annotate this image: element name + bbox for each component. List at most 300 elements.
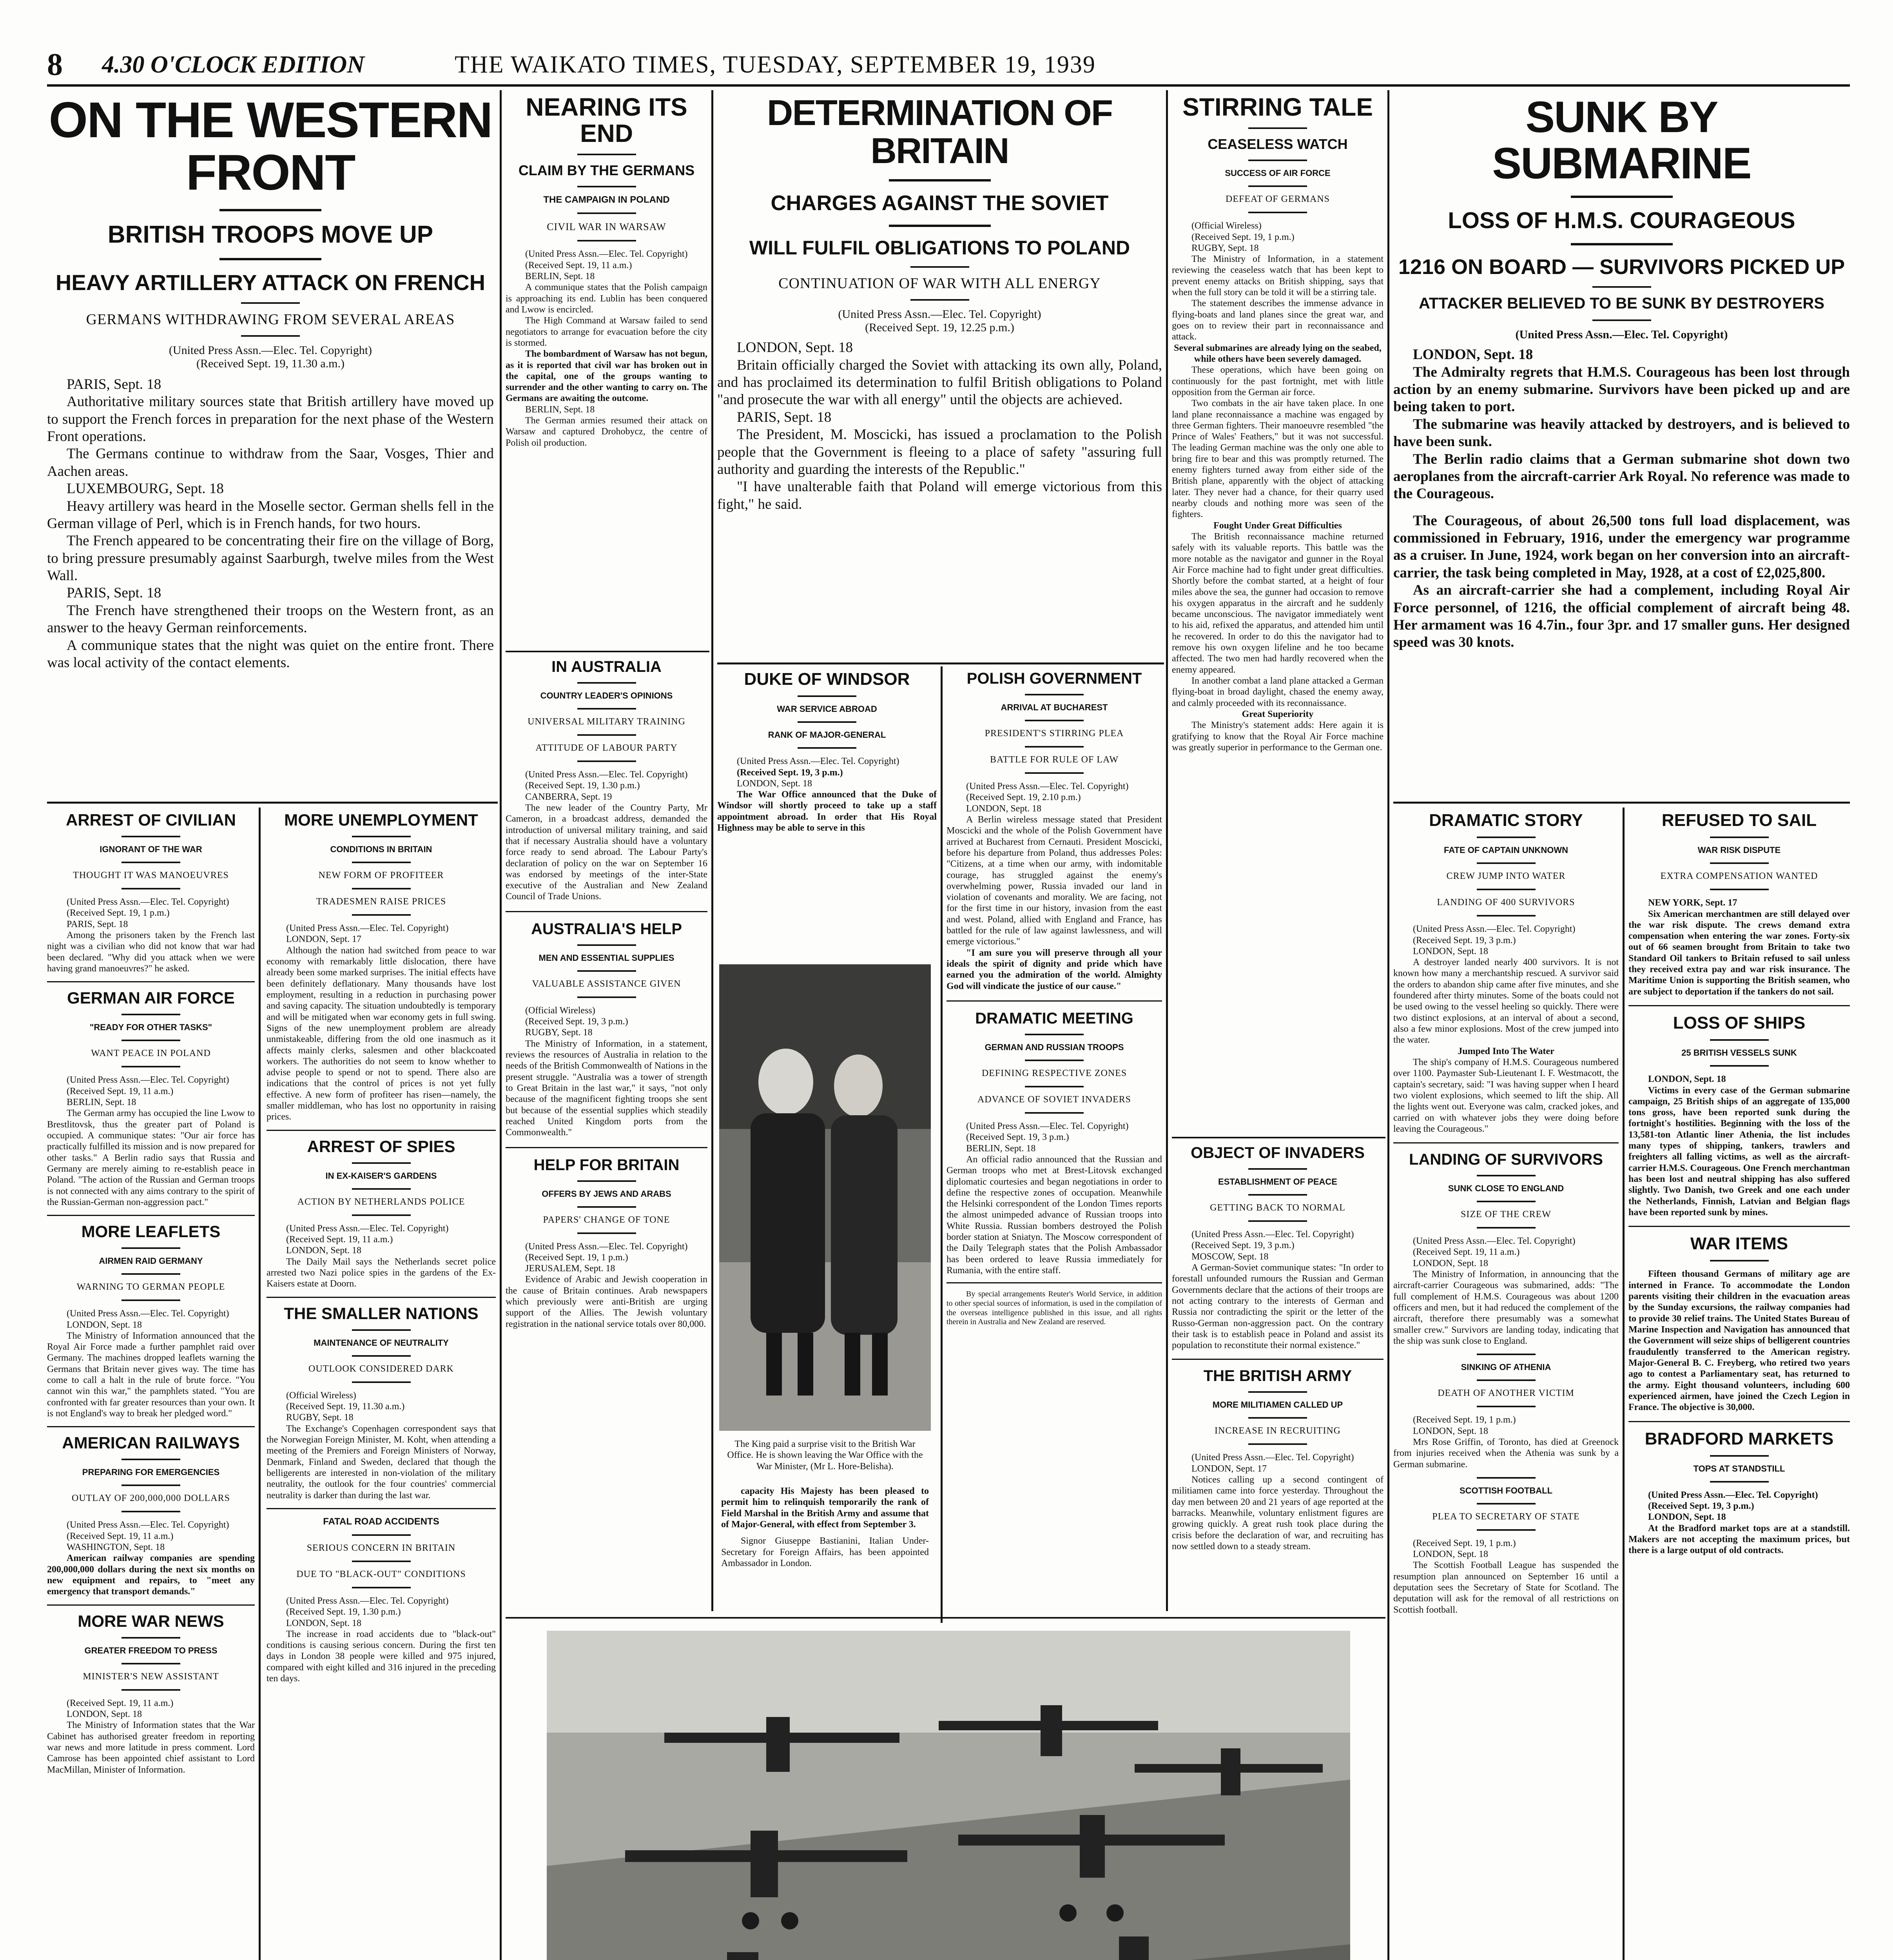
divider bbox=[352, 1561, 411, 1562]
section-rule bbox=[47, 1215, 255, 1216]
subheadline: THE CAMPAIGN IN POLAND bbox=[543, 194, 670, 205]
headline: HELP FOR BRITAIN bbox=[533, 1156, 680, 1174]
section-rule bbox=[267, 1508, 496, 1509]
column-invaders bbox=[1172, 1145, 1383, 1611]
article-western-front bbox=[47, 94, 494, 800]
divider bbox=[577, 708, 636, 710]
divider bbox=[1025, 1060, 1084, 1061]
column-2 bbox=[267, 811, 496, 1960]
divider bbox=[798, 721, 856, 723]
subheadline: CONDITIONS IN BRITAIN bbox=[330, 844, 432, 855]
subheadline: RANK OF MAJOR-GENERAL bbox=[768, 730, 886, 740]
dateline: LONDON, Sept. 18 bbox=[966, 803, 1041, 814]
paragraph: A communique states that the Polish campaign is approaching its end. Lublin has been conquered and Lwow is encircled. bbox=[506, 282, 707, 315]
paragraph: Mrs Rose Griffin, of Toronto, has died at Greenock from injuries received when the Athenia was sunk by a German submarine. bbox=[1393, 1437, 1619, 1470]
divider bbox=[121, 1459, 180, 1460]
deck: ATTACKER BELIEVED TO BE SUNK BY DESTROYERS bbox=[1419, 295, 1824, 312]
column-rule bbox=[259, 808, 261, 1960]
divider bbox=[241, 335, 300, 337]
paragraph: "I have unalterable faith that Poland will emerge victorious from this fight," he said. bbox=[717, 479, 1162, 512]
deck: CREW JUMP INTO WATER bbox=[1446, 871, 1566, 882]
credit: (United Press Assn.—Elec. Tel. Copyright) bbox=[67, 1075, 229, 1085]
divider bbox=[121, 1689, 180, 1691]
subheadline: COUNTRY LEADER'S OPINIONS bbox=[540, 691, 673, 701]
subheadline: SUNK CLOSE TO ENGLAND bbox=[1448, 1183, 1564, 1194]
dateline: BERLIN, Sept. 18 bbox=[525, 404, 595, 415]
dateline: LONDON, Sept. 18 bbox=[1413, 946, 1488, 956]
divider bbox=[352, 1587, 411, 1588]
divider bbox=[1248, 1417, 1307, 1419]
received: (Received Sept. 19, 1 p.m.) bbox=[1413, 1538, 1516, 1548]
deck: WANT PEACE IN POLAND bbox=[91, 1048, 211, 1059]
received: (Received Sept. 19, 1.30 p.m.) bbox=[286, 1607, 401, 1617]
divider bbox=[352, 1214, 411, 1216]
paragraph: Although the nation had switched from peace to war economy with remarkably little dislocation, there have already been some marked surprises. The initial effects have been definitely deflationary. Many thousands have lost employment, resulting in a reduction in purchasing power and saving capacity. The situation undoubtedly is temporary and will be mitigated when war economy gets in full swing. Signs of the new unemployment problem are already unmistakeable, differing from the old one inasmuch as it affects mainly clerks, salesmen and other blackcoated workers. The authorities do not seem to know whether to advise people to spend or not to spend. There also are indications that the control of prices is not yet fully effective. A new form of profiteer has risen—namely, the smaller middleman, who has lost no opportunity in raising prices. bbox=[267, 945, 496, 1122]
divider bbox=[1477, 915, 1536, 916]
paragraph: At the Bradford market tops are at a standstill. Makers are not accepting the maximum prices, but there is a large output of old contracts. bbox=[1628, 1523, 1850, 1556]
headline: THE BRITISH ARMY bbox=[1203, 1367, 1352, 1385]
dateline: LONDON, Sept. 18 bbox=[1413, 1426, 1488, 1436]
paragraph: The War Office announced that the Duke of Windsor will shortly proceed to take up a staff appointment abroad. In order that His Royal Highness may be able to serve in this bbox=[717, 789, 937, 833]
dateline: WASHINGTON, Sept. 18 bbox=[67, 1542, 165, 1553]
headline: BRADFORD MARKETS bbox=[1645, 1429, 1834, 1448]
credit: (United Press Assn.—Elec. Tel. Copyright) bbox=[67, 897, 229, 907]
divider bbox=[1571, 243, 1673, 245]
divider bbox=[577, 240, 636, 241]
divider bbox=[1477, 1201, 1536, 1202]
paragraph: The Ministry of Information, in a statement, reviews the resources of Australia in relation to the needs of the British Commonwealth of Nations in the present struggle. "Australia was a tower of strength to Great Britain in the last war," it says, "not only because of the magnificent fighting troops she sent but because of the essential supplies which steadily reached United Kingdom ports from the Commonwealth." bbox=[506, 1038, 707, 1138]
dateline: RUGBY, Sept. 18 bbox=[525, 1027, 593, 1038]
deck: ADVANCE OF SOVIET INVADERS bbox=[977, 1094, 1131, 1105]
received: (Received Sept. 19, 11 a.m.) bbox=[67, 1531, 174, 1541]
paragraph: A Berlin wireless message stated that President Moscicki and the whole of the Polish Government have arrived at Bucharest from Cernauti. President Moscicki, before his departure from Poland, thus addresses Poles: "Citizens, at a time when our army, with indomitable courage, has struggled against the enemy's overwhelming power, Russia invaded our land in violation of covenants and morality. We are facing, not for the first time in our history, invasion from the east and west. Poland, allied with England and France, has battled for the rule of law against lawlessness, and will emerge victorious." bbox=[946, 814, 1162, 947]
paragraph: The President, M. Moscicki, has issued a proclamation to the Polish people that the Government is fleeing to a place of safety "assuring full authority and guarding the interests of the Republic." bbox=[717, 426, 1162, 477]
paragraph: The new leader of the Country Party, Mr Cameron, in a broadcast address, demanded the introduction of universal military training, and said that if necessary Australia should have a voluntary force ready to send abroad. The Labour Party's declaration of policy on the war on September 16 was endorsed by meetings of the inter-State executive of the Australian and New Zealand Council of Trade Unions. bbox=[506, 802, 707, 902]
deck: DUE TO "BLACK-OUT" CONDITIONS bbox=[296, 1569, 466, 1579]
divider bbox=[577, 186, 636, 187]
section-rule bbox=[717, 662, 1164, 664]
divider bbox=[1477, 1227, 1536, 1229]
headline: OBJECT OF INVADERS bbox=[1191, 1145, 1365, 1161]
credit: (Official Wireless) bbox=[286, 1390, 356, 1401]
deck: EXTRA COMPENSATION WANTED bbox=[1660, 871, 1818, 882]
paragraph: The Courageous, of about 26,500 tons full load displacement, was commissioned in February, 1916, under the emergency war programme as a cruiser. In June, 1924, work began on her conversion into an aircraft-carrier, the task being completed in May, 1928, at a cost of £2,025,800. bbox=[1393, 512, 1850, 581]
deck: DEFEAT OF GERMANS bbox=[1226, 194, 1330, 205]
section-rule bbox=[1628, 1421, 1850, 1422]
dateline: CANBERRA, Sept. 19 bbox=[525, 791, 612, 802]
headline: REFUSED TO SAIL bbox=[1661, 811, 1817, 830]
credit: (United Press Assn.—Elec. Tel. Copyright) bbox=[286, 1223, 449, 1234]
masthead-rule bbox=[47, 84, 1850, 87]
paragraph: Fifteen thousand Germans of military age are interned in France. To accommodate the London parents visiting their children in the evacuation areas by the Sunday excursions, the railway companies had to provide 30 relief trains. The United States Bureau of Marine Inspection and Navigation has announced that the Government will seize ships of belligerent countries fraudulently transferred to the American registry. Major-General B. C. Freyberg, who retired two years ago to contest a Parliamentary seat, has returned to the army. Eight thousand volunteers, including 600 experienced airmen, have joined the Czech Legion in France. The objective is 30,000. bbox=[1628, 1269, 1850, 1413]
deck: INCREASE IN RECRUITING bbox=[1215, 1426, 1341, 1436]
divider bbox=[219, 209, 321, 211]
headline: NEARING ITS END bbox=[526, 94, 687, 148]
headline: STIRRING TALE bbox=[1182, 94, 1373, 121]
divider bbox=[121, 1637, 180, 1639]
divider bbox=[352, 914, 411, 916]
received: (Received Sept. 19, 11 a.m.) bbox=[525, 260, 632, 270]
divider bbox=[352, 1329, 411, 1331]
paragraph: Evidence of Arabic and Jewish cooperation in the cause of Britain continues. Arab newspapers which previously were anti-British are urging support of the Allies. The Jewish voluntary registration in the national service totals over 80,000. bbox=[506, 1274, 707, 1329]
deck: MINISTER'S NEW ASSISTANT bbox=[83, 1671, 219, 1682]
headline: DUKE OF WINDSOR bbox=[744, 670, 910, 689]
divider bbox=[577, 1232, 636, 1234]
paragraph: Notices calling up a second contingent of militiamen came into force yesterday. Throughout the day men between 20 and 21 years of age reported at the barracks. Meanwhile, voluntary enlistment figures are growing quickly. A great rush took place during the crisis before the declaration of war, and recruiting has now settled down to a steady stream. bbox=[1172, 1475, 1383, 1552]
paragraph: The British reconnaissance machine returned safely with its valuable reports. This battle was the more notable as the navigator and gunner in the Royal Air Force machine had to fight under great difficulties. Shortly before the combat started, at a height of four miles above the sea, the gunner had occasion to remove his oxygen apparatus in the aircraft and he suddenly became unconscious. The navigator immediately went to his aid, refixed the apparatus, and attended him until he recovered. In order to do this the navigator had to remove his own oxygen lifeline and he too became affected. The two men had hardly recovered when the enemy appeared. bbox=[1172, 531, 1383, 675]
dateline: PARIS, Sept. 18 bbox=[67, 376, 161, 392]
received: (Received Sept. 19, 3 p.m.) bbox=[737, 767, 843, 778]
divider bbox=[1477, 1406, 1536, 1407]
paper-title: THE WAIKATO TIMES, TUESDAY, SEPTEMBER 19, 1939 bbox=[455, 51, 1096, 78]
column-rule bbox=[1166, 90, 1168, 1611]
subheadline: CLAIM BY THE GERMANS bbox=[518, 162, 695, 179]
credit: (United Press Assn.—Elec. Tel. Copyright) bbox=[67, 1520, 229, 1530]
received: (Received Sept. 19, 2.10 p.m.) bbox=[966, 792, 1081, 803]
subheadline: WAR RISK DISPUTE bbox=[1697, 845, 1781, 855]
paragraph: The Daily Mail says the Netherlands secret police arrested two Nazi police spies in the gardens of the Ex-Kaisers estate at Doorn. bbox=[267, 1256, 496, 1289]
divider bbox=[121, 1511, 180, 1512]
divider bbox=[1477, 1354, 1536, 1355]
headline: WAR ITEMS bbox=[1690, 1234, 1788, 1254]
section-rule bbox=[1393, 802, 1850, 804]
received: (Received Sept. 19, 11 a.m.) bbox=[1413, 1247, 1520, 1258]
headline: IN AUSTRALIA bbox=[551, 659, 662, 675]
deck: PRESIDENT'S STIRRING PLEA bbox=[985, 728, 1124, 739]
headline: SCOTTISH FOOTBALL bbox=[1459, 1485, 1553, 1495]
paragraph: The bombardment of Warsaw has not begun, as it is reported that civil war has broken out in the capital, one of the groups wanting to surrender and the other wanting to carry on. The Germans are awaiting the outcome. bbox=[506, 349, 707, 404]
deck: UNIVERSAL MILITARY TRAINING bbox=[528, 717, 685, 727]
dateline: MOSCOW, Sept. 18 bbox=[1191, 1251, 1269, 1262]
received: (Received Sept. 19, 12.25 p.m.) bbox=[865, 321, 1014, 334]
received: (Received Sept. 19, 3 p.m.) bbox=[966, 1132, 1069, 1143]
headline: SINKING OF ATHENIA bbox=[1461, 1362, 1551, 1372]
divider bbox=[1710, 862, 1769, 864]
subheadline: SUCCESS OF AIR FORCE bbox=[1225, 168, 1331, 178]
deck: TRADESMEN RAISE PRICES bbox=[316, 897, 446, 907]
paragraph: Signor Giuseppe Bastianini, Italian Under-Secretary for Foreign Affairs, has been appointed Ambassador in London. bbox=[721, 1536, 929, 1568]
subheadline: MEN AND ESSENTIAL SUPPLIES bbox=[539, 953, 675, 963]
paragraph: A German-Soviet communique states: "In order to forestall unfounded rumours the Russian and German Governments declare that the actions of their troops are not acting contrary to the interests of German and Russia nor contradicting the spirit or the letter of the Russo-German non-aggression pact. On the contrary their task is to establish peace in Poland and assist its population to reconstitute their normal existence." bbox=[1172, 1262, 1383, 1351]
credit: (United Press Assn.—Elec. Tel. Copyright) bbox=[966, 1121, 1129, 1131]
dateline: LONDON, Sept. 18 bbox=[286, 1245, 361, 1256]
dateline: LONDON, Sept. 18 bbox=[286, 1618, 361, 1628]
deck: PAPERS' CHANGE OF TONE bbox=[543, 1214, 670, 1225]
divider bbox=[1710, 1065, 1769, 1067]
divider bbox=[1710, 1455, 1769, 1457]
received: (Received Sept. 19, 1 p.m.) bbox=[1413, 1415, 1516, 1425]
subheadline: ARRIVAL AT BUCHAREST bbox=[1001, 702, 1108, 712]
credit: (United Press Assn.—Elec. Tel. Copyright) bbox=[1191, 1229, 1354, 1240]
section-rule bbox=[506, 1147, 707, 1148]
section-rule bbox=[506, 911, 707, 912]
dateline: BERLIN, Sept. 18 bbox=[67, 1097, 136, 1107]
dateline: RUGBY, Sept. 18 bbox=[286, 1412, 354, 1423]
divider bbox=[1592, 286, 1651, 288]
subheadline: GERMAN AND RUSSIAN TROOPS bbox=[985, 1042, 1124, 1052]
section-rule bbox=[1172, 1137, 1385, 1138]
subheadline: WAR SERVICE ABROAD bbox=[777, 704, 877, 714]
dateline: LONDON, Sept. 18 bbox=[1648, 1074, 1726, 1085]
subheadline: WILL FULFIL OBLIGATIONS TO POLAND bbox=[749, 237, 1130, 259]
section-rule bbox=[506, 1617, 1385, 1619]
paragraph: A communique states that the night was quiet on the entire front. There was local activity of the contact elements. bbox=[47, 637, 494, 671]
received: (Received Sept. 19, 11 a.m.) bbox=[67, 1698, 174, 1708]
paragraph: Authoritative military sources state that British artillery have moved up to support the French forces in preparation for the next phase of the Western Front operations. bbox=[47, 394, 494, 445]
credit: (United Press Assn.—Elec. Tel. Copyright) bbox=[525, 1241, 688, 1252]
section-rule bbox=[47, 1604, 255, 1606]
section-rule bbox=[47, 1426, 255, 1427]
received: (Received Sept. 19, 11 a.m.) bbox=[286, 1234, 393, 1245]
divider bbox=[1025, 694, 1084, 695]
divider bbox=[1025, 720, 1084, 721]
divider bbox=[1025, 1034, 1084, 1035]
headline: LANDING OF SURVIVORS bbox=[1409, 1151, 1603, 1169]
headline: THE SMALLER NATIONS bbox=[284, 1304, 479, 1323]
photo-image bbox=[547, 1631, 1350, 1960]
subheadline: GREATER FREEDOM TO PRESS bbox=[84, 1645, 218, 1655]
subheadline: "READY FOR OTHER TASKS" bbox=[89, 1022, 212, 1033]
deck: ACTION BY NETHERLANDS POLICE bbox=[297, 1196, 465, 1207]
headline: MORE WAR NEWS bbox=[78, 1612, 224, 1630]
headline: POLISH GOVERNMENT bbox=[966, 670, 1142, 687]
paragraph: The Ministry of Information, in a statement reviewing the ceaseless watch that has been kept to prevent enemy attacks on British shipping, says that when the full story can be told it will be a stirring tale. bbox=[1172, 254, 1383, 298]
divider bbox=[1571, 196, 1673, 198]
deck: SERIOUS CONCERN IN BRITAIN bbox=[306, 1543, 456, 1553]
paragraph: Among the prisoners taken by the French last night was a civilian who did not know that war had been declared. "Why did you attack when we were having grand manoeuvres?" he asked. bbox=[47, 930, 255, 974]
credit: (United Press Assn.—Elec. Tel. Copyright) bbox=[737, 756, 899, 767]
column-rule bbox=[711, 90, 713, 1611]
divider bbox=[577, 996, 636, 998]
divider bbox=[121, 888, 180, 889]
subheadline: FATE OF CAPTAIN UNKNOWN bbox=[1444, 845, 1568, 855]
divider bbox=[1248, 1391, 1307, 1393]
paragraph: The ship's company of H.M.S. Courageous numbered over 1100. Paymaster Sub-Lieutenant I. F. Westmacott, the captain's secretary, said: "I was having supper when I heard two violent explosions, which seemed to lift the ship. All the lights went out. Everyone was calm, cracked jokes, and carried on with whatever jobs they were doing before leaving the Courageous." bbox=[1393, 1057, 1619, 1134]
paragraph: The statement describes the immense advance in flying-boats and land planes since the great war, and goes on to review their part in reconnaissance and attack. bbox=[1172, 298, 1383, 342]
paragraph: The increase in road accidents due to "black-out" conditions is causing serious concern. During the first ten days in London 38 people were killed and 975 injured, compared with eight killed and 316 injured in the preceding ten days. bbox=[267, 1629, 496, 1684]
article-stirring-tale bbox=[1172, 94, 1383, 1129]
photo-planes-courageous bbox=[547, 1631, 1350, 1960]
credit: (United Press Assn.—Elec. Tel. Copyright) bbox=[286, 923, 449, 934]
subheadline: IN EX-KAISER'S GARDENS bbox=[325, 1171, 437, 1181]
deck: GERMANS WITHDRAWING FROM SEVERAL AREAS bbox=[86, 311, 455, 328]
divider bbox=[1248, 1220, 1307, 1222]
column-rule bbox=[941, 666, 943, 1623]
divider bbox=[241, 302, 300, 304]
dateline: LONDON, Sept. 18 bbox=[67, 1709, 142, 1720]
divider bbox=[352, 836, 411, 837]
paragraph: Several submarines are already lying on the seabed, while others have been severely damaged. bbox=[1174, 343, 1382, 364]
dateline: LONDON, Sept. 18 bbox=[737, 778, 812, 789]
section-rule bbox=[267, 1297, 496, 1298]
subheadline: CHARGES AGAINST THE SOVIET bbox=[771, 191, 1109, 215]
paragraph: The French appeared to be concentrating their fire on the village of Borg, to bring pressure presumably against Saarburgh, twelve miles from the West Wall. bbox=[47, 533, 494, 584]
photo-image bbox=[719, 964, 931, 1431]
divider bbox=[1710, 1039, 1769, 1041]
section-rule bbox=[946, 1282, 1162, 1283]
credit: (United Press Assn.—Elec. Tel. Copyright) bbox=[525, 249, 688, 260]
column-dramatic-story bbox=[1393, 811, 1619, 1960]
paragraph: Six American merchantmen are still delayed over the war risk dispute. The crews demand extra compensation when entering the war zones. Forty-six out of 66 seamen brought from Britain to take two Standard Oil tankers to Britain refused to sail unless they received extra pay and war risk insurance. The Maritime Union is supporting the British seamen, who are subject to deportation if the tankers do not sail. bbox=[1628, 909, 1850, 997]
page-number: 8 bbox=[47, 47, 63, 82]
headline: FATAL ROAD ACCIDENTS bbox=[323, 1516, 439, 1527]
subheadline: TOPS AT STANDSTILL bbox=[1693, 1463, 1785, 1474]
paragraph: The Admiralty regrets that H.M.S. Courageous has been lost through action by an enemy submarine. Survivors have been picked up and are being taken to port. bbox=[1393, 364, 1850, 415]
dateline: LONDON, Sept. 18 bbox=[1413, 1549, 1488, 1560]
divider bbox=[1477, 1529, 1536, 1531]
divider bbox=[577, 734, 636, 736]
paragraph: The Germans continue to withdraw from the Saar, Vosges, Thier and Aachen areas. bbox=[47, 446, 494, 479]
paragraph: The Scottish Football League has suspended the resumption plan announced on September 16 until a deputation sees the Secretary of State for Scotland. The deputation will ask for the removal of all restrictions on Scottish football. bbox=[1393, 1560, 1619, 1615]
credit: (United Press Assn.—Elec. Tel. Copyright) bbox=[169, 343, 372, 357]
divider bbox=[577, 154, 636, 155]
dateline: LONDON, Sept. 18 bbox=[1648, 1512, 1726, 1523]
divider bbox=[121, 1040, 180, 1041]
subheadline: AIRMEN RAID GERMANY bbox=[99, 1256, 203, 1266]
divider bbox=[352, 1188, 411, 1190]
dateline: NEW YORK, Sept. 17 bbox=[1648, 898, 1737, 908]
divider bbox=[1710, 1260, 1769, 1261]
divider bbox=[121, 862, 180, 863]
paragraph: In another combat a land plane attacked a German flying-boat in broad daylight, chased the enemy away, and calmly proceeded with its reconnaissance. bbox=[1172, 676, 1383, 708]
divider bbox=[577, 970, 636, 972]
paragraph: The High Command at Warsaw failed to send negotiators to arrange for evacuation before the city is stormed. bbox=[506, 316, 707, 348]
divider bbox=[121, 1247, 180, 1249]
divider bbox=[577, 212, 636, 214]
dateline: BERLIN, Sept. 18 bbox=[525, 271, 595, 281]
headline: ARREST OF CIVILIAN bbox=[65, 811, 236, 829]
divider bbox=[577, 682, 636, 684]
section-rule bbox=[47, 981, 255, 982]
subhead: Great Superiority bbox=[1242, 709, 1314, 719]
dateline: RUGBY, Sept. 18 bbox=[1191, 243, 1259, 253]
divider bbox=[1248, 1194, 1307, 1196]
divider bbox=[910, 266, 969, 268]
dateline: JERUSALEM, Sept. 18 bbox=[525, 1263, 615, 1274]
deck: DEATH OF ANOTHER VICTIM bbox=[1438, 1388, 1574, 1399]
received: (Received Sept. 19, 3 p.m.) bbox=[1648, 1501, 1754, 1511]
paragraph: Heavy artillery was heard in the Moselle sector. German shells fell in the German village of Perl, which is in French hands, for two hours. bbox=[47, 498, 494, 532]
dateline: LONDON, Sept. 18 bbox=[1413, 1258, 1488, 1269]
divider bbox=[577, 760, 636, 762]
dateline: LUXEMBOURG, Sept. 18 bbox=[67, 481, 224, 497]
deck: THOUGHT IT WAS MANOEUVRES bbox=[73, 870, 229, 881]
paragraph: The Ministry of Information, in announcing that the aircraft-carrier Courageous was submarined, adds: "The full complement of H.M.S. Courageous was about 1200 officers and men, but it had reduced the complement of the aircraft, therefore there presumably was a somewhat smaller crew." Survivors are landing today, indicating that the ship was sunk close to England. bbox=[1393, 1269, 1619, 1346]
photo-king-war-office bbox=[719, 964, 931, 1431]
headline: DETERMINATION OF BRITAIN bbox=[767, 94, 1113, 171]
paragraph: Two combats in the air have taken place. In one land plane reconnaissance a machine was engaged by three German fighters. Their manoeuvre resembled "the Prince of Wales' Feathers," but it was not successful. The leading German machine was the only one able to bring fire to bear and this was promptly returned. The enemy fighters turned away from either side of the British plane, apparently with the object of attacking later. They never had a chance, for their quarry used nearby clouds and nothing more was seen of the fighters. bbox=[1172, 398, 1383, 520]
divider bbox=[1248, 127, 1307, 129]
divider bbox=[121, 1299, 180, 1301]
section-rule bbox=[1172, 1359, 1383, 1360]
divider bbox=[1025, 772, 1084, 774]
divider bbox=[1477, 1379, 1536, 1381]
received: (Received Sept. 19, 11.30 a.m.) bbox=[286, 1401, 405, 1412]
section-rule bbox=[1628, 1005, 1850, 1006]
deck: WARNING TO GERMAN PEOPLE bbox=[76, 1282, 225, 1292]
dateline: LONDON, Sept. 17 bbox=[286, 934, 361, 945]
column-1 bbox=[47, 811, 255, 1960]
dateline: PARIS, Sept. 18 bbox=[67, 919, 128, 929]
credit: (United Press Assn.—Elec. Tel. Copyright) bbox=[1191, 1452, 1354, 1463]
paragraph: The German armies resumed their attack on Warsaw and captured Drohobycz, the centre of Polish oil production. bbox=[506, 416, 707, 448]
credit: (United Press Assn.—Elec. Tel. Copyright) bbox=[838, 308, 1041, 321]
subheadline: BRITISH TROOPS MOVE UP bbox=[107, 221, 433, 248]
divider bbox=[352, 888, 411, 889]
divider bbox=[577, 1206, 636, 1208]
paragraph: The German army has occupied the line Lwow to Brestlitovsk, thus the greater part of Poland is occupied. A communique states: "Our air force has practically fulfilled its mission and is now prepared for other tasks." A Berlin radio says that Russia and Germany are merely aiming to re-establish peace in Poland. "The action of the Russian and German troops is not connected with any aims contrary to the spirit of the Russian-German non-aggression pact." bbox=[47, 1108, 255, 1207]
subheadline: CEASELESS WATCH bbox=[1208, 136, 1348, 152]
windsor-continued bbox=[721, 1486, 929, 1611]
column-3 bbox=[506, 659, 707, 1607]
received: (Received Sept. 19, 1 p.m.) bbox=[1191, 232, 1295, 242]
subheadline: 25 BRITISH VESSELS SUNK bbox=[1681, 1048, 1797, 1058]
received: (Received Sept. 19, 1.30 p.m.) bbox=[525, 780, 640, 791]
divider bbox=[889, 225, 991, 227]
section-rule bbox=[946, 1000, 1162, 1002]
subheadline: LOSS OF H.M.S. COURAGEOUS bbox=[1448, 208, 1795, 234]
credit: (Official Wireless) bbox=[1191, 221, 1262, 231]
credit: (United Press Assn.—Elec. Tel. Copyright) bbox=[966, 781, 1129, 791]
divider bbox=[1248, 212, 1307, 213]
paragraph: The Ministry of Information announced that the Royal Air Force made a further pamphlet raid over Germany. The machines dropped leaflets warning the Germans that Britain never gives way. The time has come to call a halt in the rule of brute force. "You cannot win this war," the pamphlets stated. "You are confronted with far greater resources than your own. It is not England's way to break her pledged word." bbox=[47, 1330, 255, 1419]
divider bbox=[121, 836, 180, 837]
paragraph: Victims in every case of the German submarine campaign, 25 British ships of an aggregate of 135,000 tons gross, have been reported sunk during the fortnight's hostilities. Beginning with the loss of the 13,581-ton Atlantic liner Athenia, the list includes many types of shipping, tankers, trawlers and freighters all falling victims, as well as the aircraft-carrier H.M.S. Courageous. One French merchantman has been lost and neutral shipping has also suffered slightly. Two Danish, two Greek and one each under the Netherlands, Finnish, Latvian and Belgian flags have been reported sunk by mines. bbox=[1628, 1085, 1850, 1218]
paragraph: The French have strengthened their troops on the Western front, as an answer to the heavy German reinforcements. bbox=[47, 602, 494, 636]
subheadline: OFFERS BY JEWS AND ARABS bbox=[542, 1189, 671, 1199]
divider bbox=[798, 747, 856, 749]
subheadline: 1216 ON BOARD — SURVIVORS PICKED UP bbox=[1398, 255, 1845, 279]
divider bbox=[1592, 319, 1651, 321]
divider bbox=[352, 1534, 411, 1536]
headline: DRAMATIC STORY bbox=[1429, 811, 1583, 830]
credit: (United Press Assn.—Elec. Tel. Copyright) bbox=[1648, 1490, 1818, 1500]
credit: (United Press Assn.—Elec. Tel. Copyright) bbox=[1413, 924, 1576, 935]
deck: GETTING BACK TO NORMAL bbox=[1210, 1203, 1345, 1213]
section-rule bbox=[1393, 1142, 1619, 1143]
headline: MORE LEAFLETS bbox=[81, 1222, 221, 1241]
deck: OUTLOOK CONSIDERED DARK bbox=[308, 1363, 454, 1374]
dateline: LONDON, Sept. 18 bbox=[67, 1319, 142, 1330]
headline: ON THE WESTERN FRONT bbox=[49, 94, 492, 201]
received: (Received Sept. 19, 3 p.m.) bbox=[1191, 1240, 1295, 1251]
dateline: BERLIN, Sept. 18 bbox=[966, 1143, 1036, 1154]
divider bbox=[1477, 889, 1536, 890]
article-warsaw bbox=[506, 94, 707, 647]
divider bbox=[1248, 185, 1307, 187]
deck: OUTLAY OF 200,000,000 DOLLARS bbox=[72, 1493, 230, 1504]
divider bbox=[1248, 1443, 1307, 1445]
subhead: Fought Under Great Difficulties bbox=[1213, 520, 1342, 531]
divider bbox=[1477, 862, 1536, 864]
column-refused bbox=[1628, 811, 1850, 1960]
credit: (United Press Assn.—Elec. Tel. Copyright) bbox=[1413, 1236, 1576, 1247]
deck: DEFINING RESPECTIVE ZONES bbox=[981, 1068, 1127, 1078]
divider bbox=[121, 1014, 180, 1015]
credit: (United Press Assn.—Elec. Tel. Copyright) bbox=[286, 1595, 449, 1606]
divider bbox=[1025, 1112, 1084, 1114]
deck: LANDING OF 400 SURVIVORS bbox=[1437, 897, 1575, 908]
deck: SIZE OF THE CREW bbox=[1461, 1209, 1551, 1220]
received: (Received Sept. 19, 3 p.m.) bbox=[525, 1016, 628, 1027]
dateline: LONDON, Sept. 17 bbox=[1191, 1463, 1267, 1474]
paragraph: A destroyer landed nearly 400 survivors. It is not known how many a merchantship rescued. A survivor said the orders to abandon ship came after five minutes, and she foundered after thirty minutes. Some of the boats could not be used owing to the vessel heeling so quickly. There were two distinct explosions, at an interval of about a second, also a few minor explosions. Most of the crew jumped into the water. bbox=[1393, 957, 1619, 1045]
credit: (United Press Assn.—Elec. Tel. Copyright) bbox=[67, 1308, 229, 1319]
section-rule bbox=[1628, 1226, 1850, 1227]
divider bbox=[352, 1381, 411, 1383]
column-rule bbox=[500, 90, 502, 1960]
divider bbox=[577, 1180, 636, 1182]
